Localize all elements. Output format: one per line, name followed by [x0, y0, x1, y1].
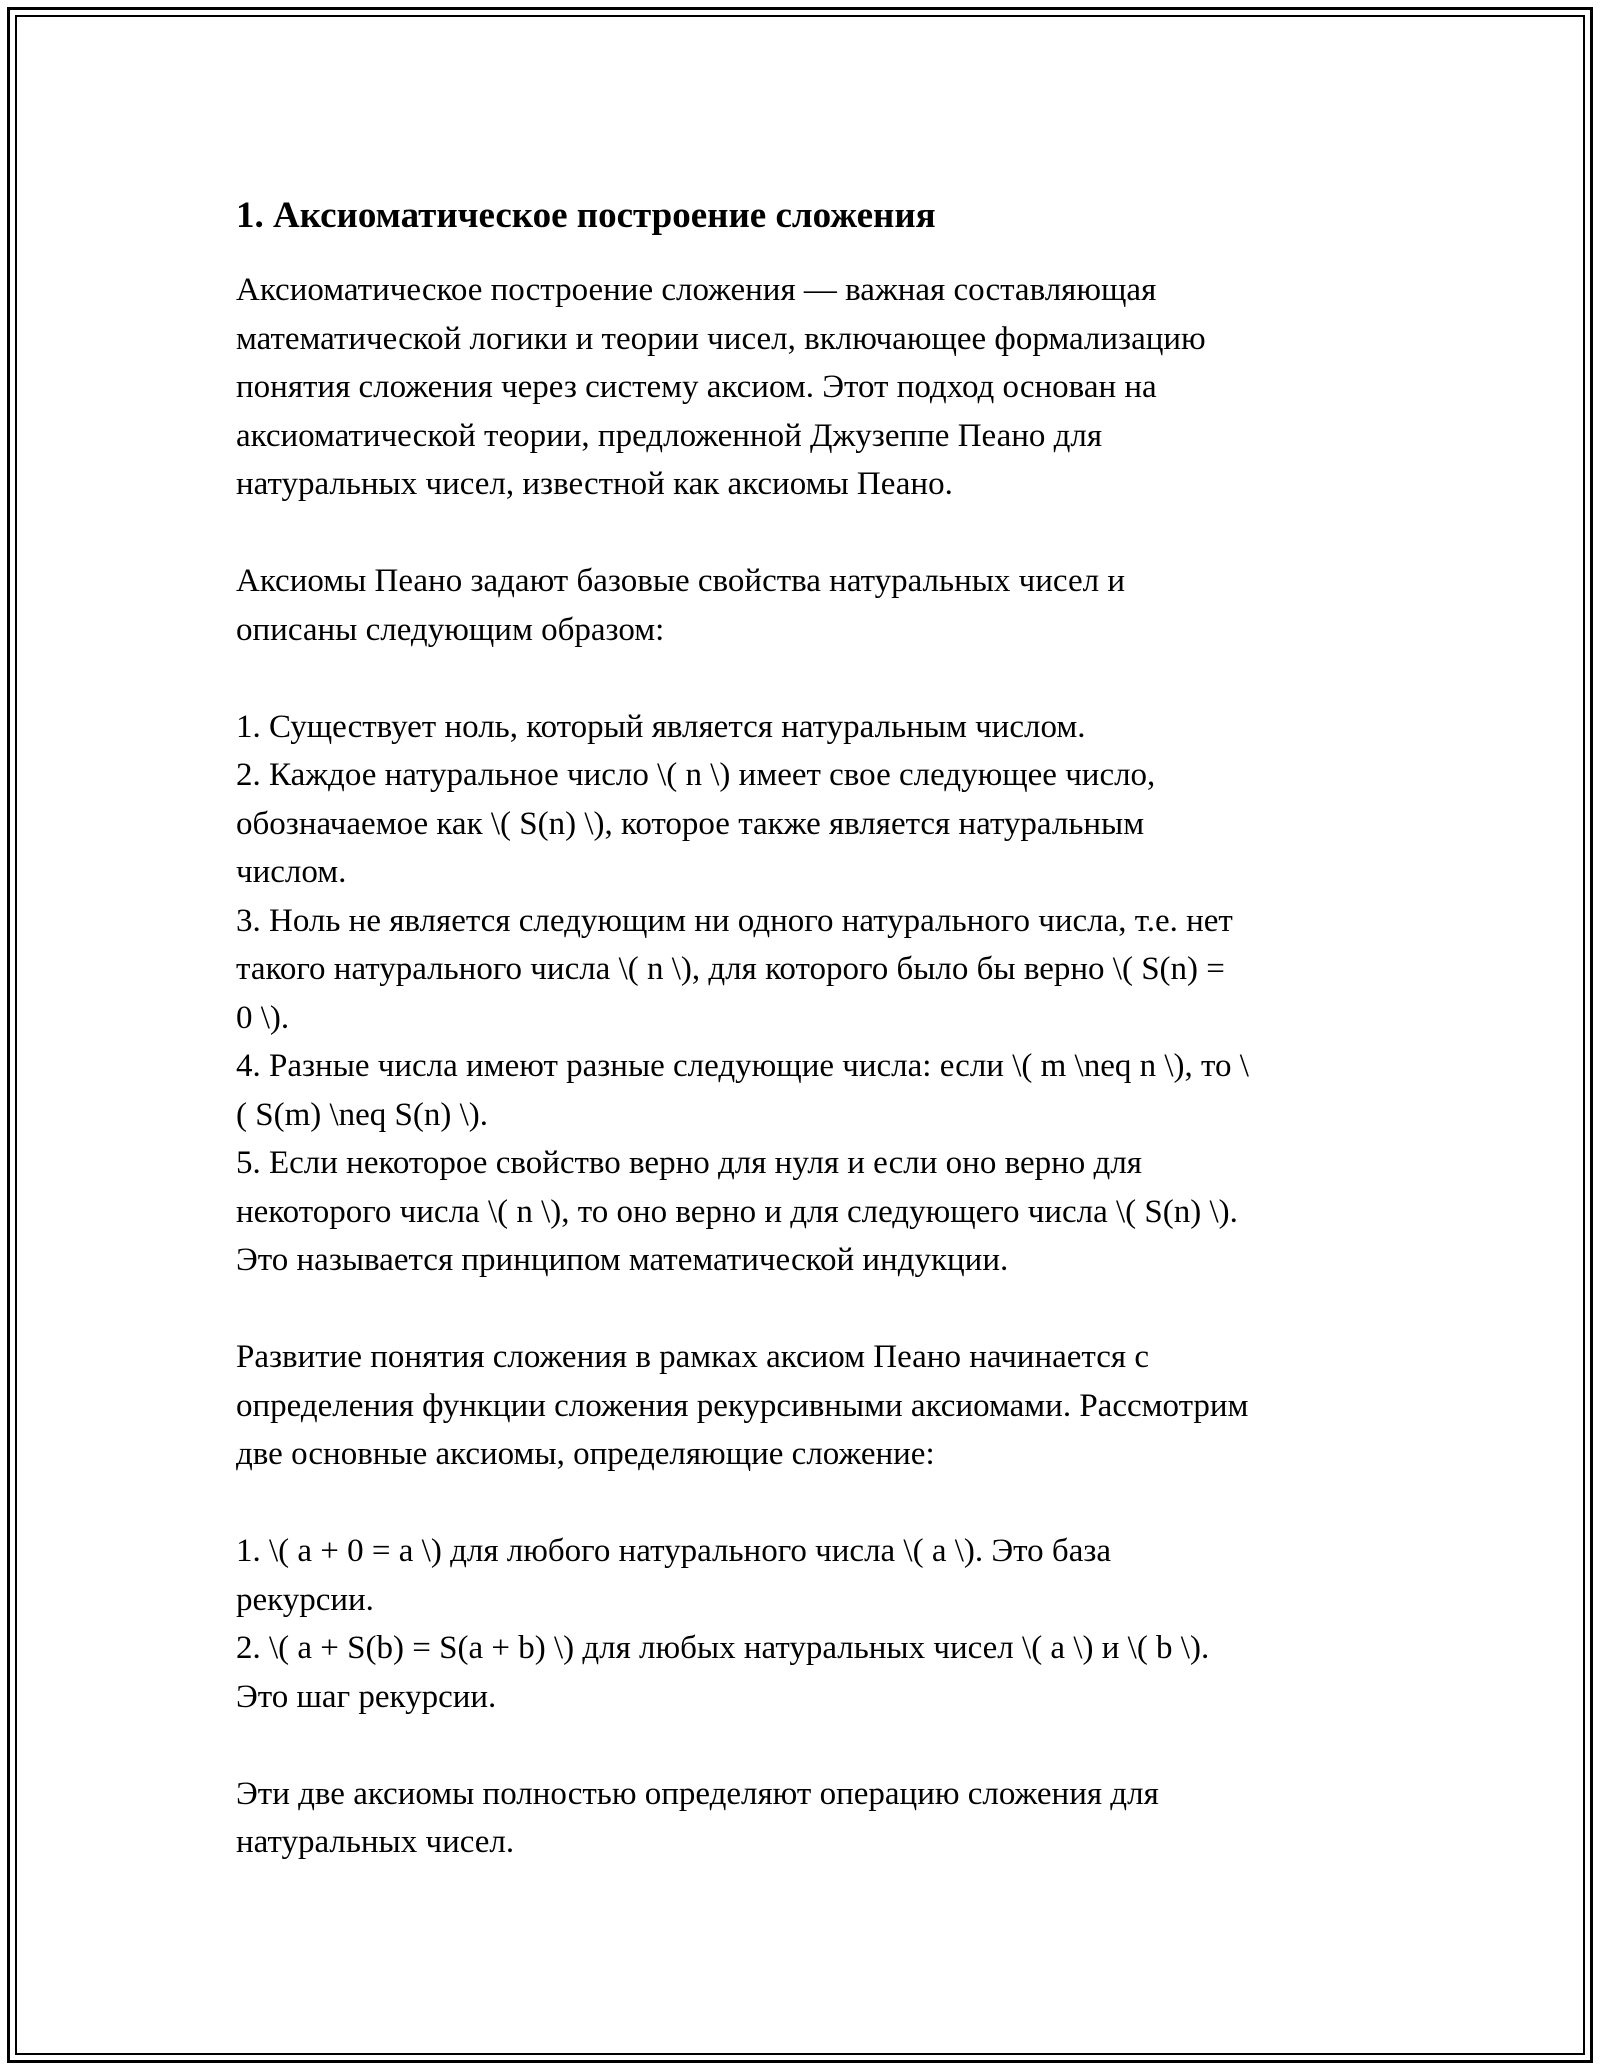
peano-axiom-3: 3. Ноль не является следующим ни одного натурального числа, т.е. нет такого натурального числа \( n \), для которого было бы верно \( S(n) = 0 \).	[236, 902, 1233, 1036]
conclusion-paragraph: Эти две аксиомы полностью определяют операцию сложения для натуральных чисел.	[236, 1775, 1159, 1860]
peano-axiom-1: 1. Существует ноль, который является натуральным числом.	[236, 708, 1086, 745]
peano-axiom-2: 2. Каждое натуральное число \( n \) имеет свое следующее число, обозначаемое как \( S(n) \), которое также является натуральным числом.	[236, 757, 1156, 890]
addition-axioms-list	[236, 1527, 1366, 1721]
section-title: 1. Аксиоматическое построение сложения	[236, 195, 936, 236]
addition-axiom-2: 2. \( a + S(b) = S(a + b) \) для любых натуральных чисел \( a \) и \( b \). Это шаг рекурсии.	[236, 1630, 1210, 1715]
addition-intro-paragraph: Развитие понятия сложения в рамках аксиом Пеано начинается с определения функции сложения рекурсивными аксиомами. Рассмотрим две основные аксиомы, определяющие сложение:	[236, 1339, 1249, 1472]
peano-axiom-4: 4. Разные числа имеют разные следующие числа: если \( m \neq n \), то \ ( S(m) \neq S(n) \).	[236, 1048, 1249, 1133]
peano-axioms-list	[236, 703, 1366, 1285]
peano-intro-paragraph: Аксиомы Пеано задают базовые свойства натуральных чисел и описаны следующим образом:	[236, 563, 1125, 648]
peano-axiom-5: 5. Если некоторое свойство верно для нуля и если оно верно для некоторого числа \( n \), то оно верно и для следующего числа \( S(n) \). Это называется принципом математической индукции.	[236, 1145, 1238, 1278]
addition-axiom-1: 1. \( a + 0 = a \) для любого натурального числа \( a \). Это база рекурсии.	[236, 1533, 1112, 1618]
intro-paragraph: Аксиоматическое построение сложения — важная составляющая математической логики и теории чисел, включающее формализацию понятия сложения через систему аксиом. Этот подход основан на аксиоматической теории, предложенной Джузеппе Пеано для натуральных чисел, известной как аксиомы Пеано.	[236, 272, 1206, 502]
document-page	[236, 192, 1366, 1915]
